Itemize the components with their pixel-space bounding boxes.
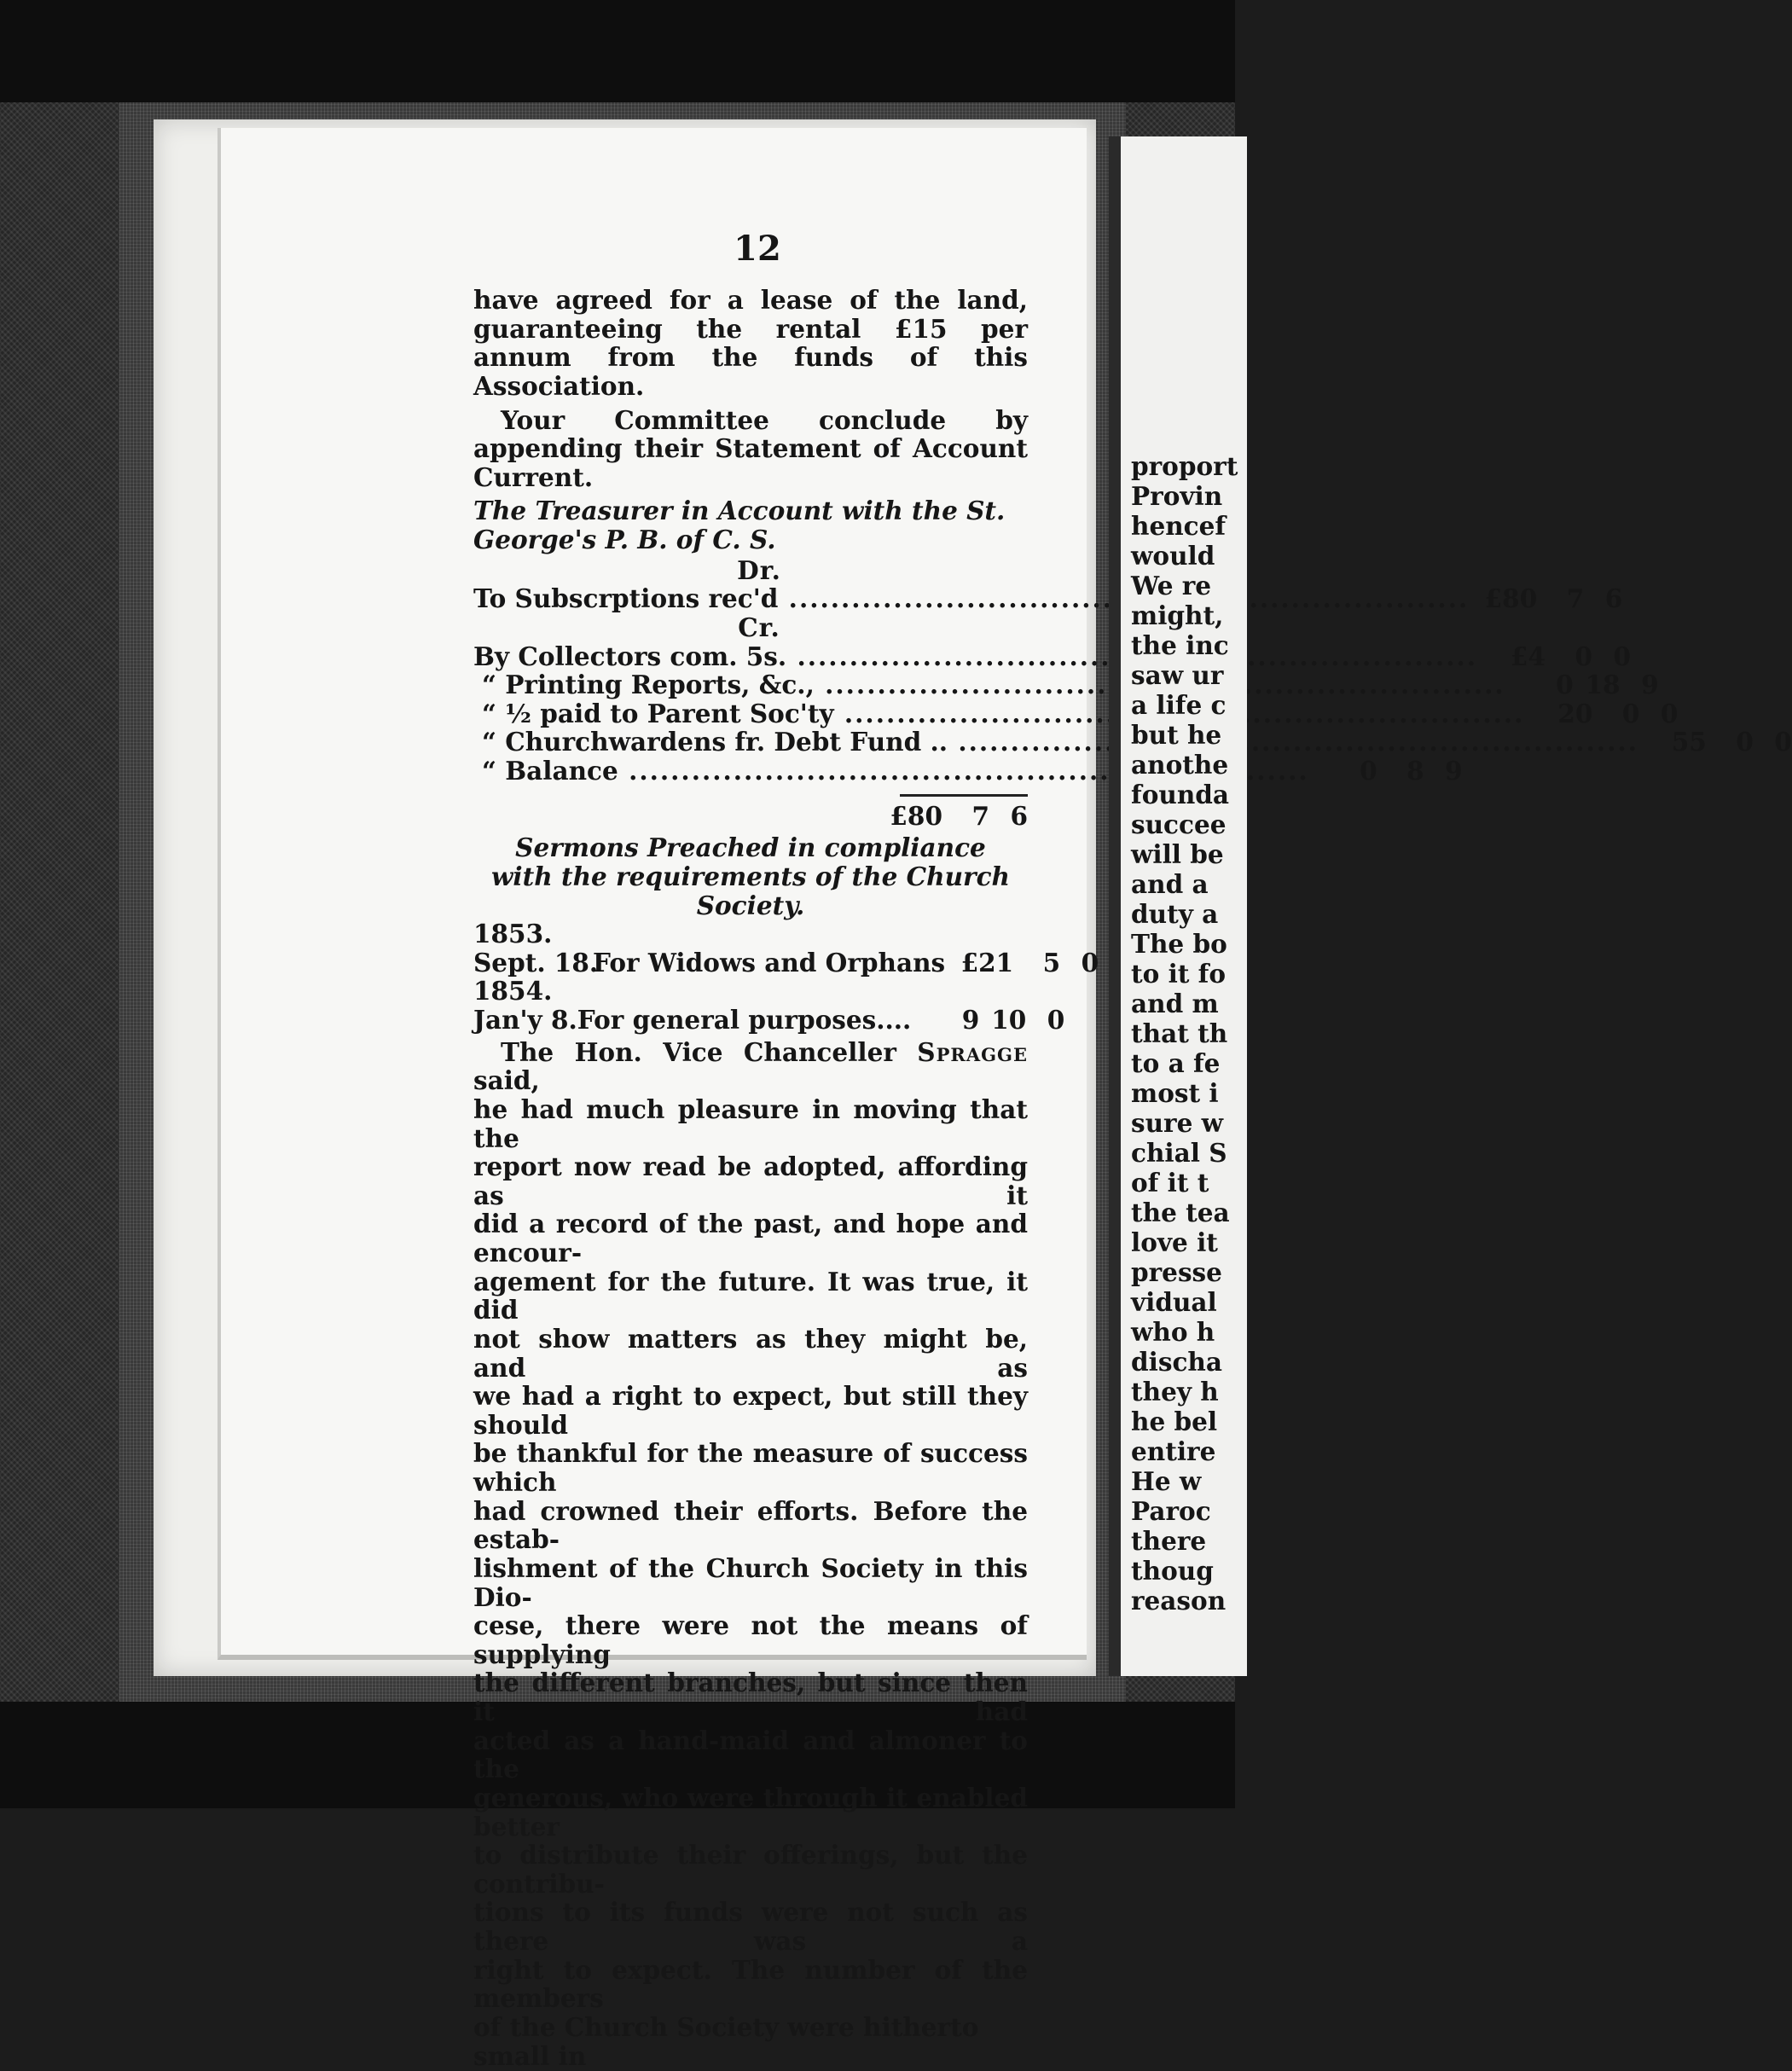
right-page-line: and a <box>1131 869 1209 899</box>
sermon-amount <box>911 1006 1064 1035</box>
sermon-date: Jan'y 8. <box>473 1005 577 1035</box>
right-page-line: who h <box>1131 1317 1215 1347</box>
account-description: “ ½ paid to Parent Soc'ty ..... <box>482 699 1524 728</box>
right-page-line: love it <box>1131 1227 1218 1257</box>
right-page-line: chial S <box>1131 1138 1227 1168</box>
page-number: 12 <box>734 229 781 269</box>
right-page-text <box>1131 452 1302 1616</box>
right-page-line: of it t <box>1131 1168 1209 1198</box>
amount-shillings: 0 <box>1621 698 1640 728</box>
amount-pence: 9 <box>1641 670 1659 700</box>
right-page-line: would <box>1131 541 1215 571</box>
right-page-line: reason <box>1131 1586 1227 1616</box>
amount-pounds: 9 <box>961 1005 980 1035</box>
total-pence: 6 <box>1010 800 1028 831</box>
total-pounds: £80 <box>890 800 942 831</box>
right-page-line: Paroc <box>1131 1496 1211 1526</box>
total-shillings: 7 <box>971 800 989 831</box>
debit-label: Dr. <box>737 554 781 585</box>
right-page-line: might, <box>1131 600 1224 630</box>
sermon-year: 1854. <box>473 976 553 1006</box>
account-amount <box>1524 699 1678 728</box>
amount-pounds: 0 <box>1556 670 1574 700</box>
right-page-line: the tea <box>1131 1198 1230 1227</box>
account-amount <box>1477 642 1631 671</box>
right-page-line: but he <box>1131 720 1222 750</box>
speech-line: acted as a hand-maid and almoner to the <box>473 1725 1028 1784</box>
right-page-line: founda <box>1131 780 1230 809</box>
sermon-date: Sept. 18. <box>473 947 599 977</box>
account-description: “ Churchwardens fr. Debt Fund .. ..... <box>482 728 1638 757</box>
account-amount <box>1309 757 1463 786</box>
credit-label: Cr. <box>738 612 780 642</box>
speaker-name: Spragge <box>917 1036 1028 1067</box>
right-page-line: thoug <box>1131 1556 1214 1586</box>
amount-pence: 9 <box>1445 756 1463 786</box>
speech-first-line <box>473 1038 1028 1095</box>
speech-line: had crowned their efforts. Before the estab- <box>473 1495 1028 1555</box>
opening-paragraph: have agreed for a lease of the land, guaranteeing the rental £15 per annum from the funds of this Association. <box>473 285 1028 401</box>
right-page-line: and m <box>1131 989 1219 1018</box>
amount-shillings: 8 <box>1406 756 1424 786</box>
speech-body <box>473 1095 1028 2070</box>
account-amount <box>1469 584 1622 613</box>
right-page-line: duty a <box>1131 899 1219 929</box>
sermon-rows <box>473 919 1099 1035</box>
right-page-line: he bel <box>1131 1407 1218 1436</box>
right-page-line: succee <box>1131 809 1227 839</box>
speech-line: of the Church Society were hitherto small in <box>473 2011 979 2071</box>
total-row <box>473 802 1028 831</box>
right-page-line: presse <box>1131 1257 1222 1287</box>
right-page-line: Provin <box>1131 481 1223 511</box>
amount-pounds: £4 <box>1510 641 1546 671</box>
speech-line: the different branches, but since then it had <box>473 1668 1028 1726</box>
amount-shillings: 7 <box>1566 583 1585 614</box>
speech-intro: The Hon. Vice Chanceller <box>501 1036 896 1067</box>
amount-shillings: 0 <box>1736 727 1754 757</box>
account-description: “ Printing Reports, &c., ..... <box>482 670 1505 699</box>
sermon-purpose: For general purposes.... <box>577 1005 912 1035</box>
scan-top-margin <box>0 0 1235 102</box>
sermon-amount <box>945 948 1099 977</box>
right-page-line: most i <box>1131 1078 1219 1108</box>
speech-line: to distribute their offerings, but the contribu- <box>473 1840 1028 1899</box>
right-page-line: to it fo <box>1131 959 1227 989</box>
account-description: By Collectors com. 5s. ..... <box>473 642 1477 671</box>
right-page-line: will be <box>1131 839 1224 869</box>
amount-shillings: 0 <box>1575 641 1593 671</box>
right-page-line: the inc <box>1131 630 1229 660</box>
speech-line: generous, who were through it enabled better <box>473 1782 1028 1842</box>
amount-pounds: 55 <box>1671 727 1707 757</box>
sermons-heading: Sermons Preached in compliance with the requirements of the Church Society. <box>491 832 1010 920</box>
right-page-line: The bo <box>1131 929 1227 959</box>
amount-shillings: 5 <box>1042 947 1061 977</box>
amount-shillings: 18 <box>1585 670 1621 700</box>
total-rule <box>900 794 1028 797</box>
amount-pence: 0 <box>1613 641 1632 671</box>
account-amount <box>1638 728 1792 757</box>
committee-paragraph: Your Committee conclude by appending their Statement of Account Current. <box>473 404 1028 492</box>
speech-line: he had much pleasure in moving that the <box>473 1094 1028 1153</box>
amount-pounds: 20 <box>1557 698 1593 728</box>
amount-pence: 0 <box>1081 947 1099 977</box>
right-page-line: sure w <box>1131 1108 1224 1138</box>
speech-line: did a record of the past, and hope and encour- <box>473 1209 1028 1268</box>
right-page-line: We re <box>1131 571 1212 600</box>
right-page-line: hencef <box>1131 511 1227 541</box>
right-page-line: that th <box>1131 1018 1228 1048</box>
amount-pounds: £21 <box>960 947 1014 977</box>
right-page-line: vidual <box>1131 1287 1217 1317</box>
speech-line: cese, there were not the means of supplying <box>473 1610 1028 1669</box>
account-description: To Subscrptions rec'd ..... <box>473 584 1469 613</box>
right-page-line: anothe <box>1131 750 1229 780</box>
speech-line: tions to its funds were not such as there was a <box>473 1897 1028 1956</box>
amount-pounds: £80 <box>1484 583 1538 614</box>
right-page-line: He w <box>1131 1466 1202 1496</box>
speech-line: not show matters as they might be, and as <box>473 1323 1028 1383</box>
speech-line: lishment of the Church Society in this Dio- <box>473 1552 1028 1612</box>
sermon-row <box>473 1005 1065 1035</box>
right-page-line: there <box>1131 1526 1207 1556</box>
sermon-row <box>473 947 1099 977</box>
speech-line-0: said, <box>473 1065 540 1096</box>
amount-pence: 6 <box>1604 583 1623 614</box>
right-page <box>1109 136 1247 1676</box>
sermon-purpose: For Widows and Orphans <box>593 947 946 977</box>
amount-shillings: 10 <box>991 1005 1027 1035</box>
right-page-line: entire <box>1131 1436 1216 1466</box>
amount-pence: 0 <box>1660 698 1679 728</box>
right-page-line: a life c <box>1131 690 1227 720</box>
speech-line: agement for the future. It was true, it did <box>473 1266 1028 1326</box>
account-description: “ Balance ..... <box>482 757 1309 786</box>
amount-pounds: 0 <box>1360 756 1377 786</box>
speech-line: report now read be adopted, affording as it <box>473 1152 1028 1210</box>
speech-line: be thankful for the measure of success which <box>473 1438 1028 1497</box>
amount-pence: 0 <box>1047 1005 1065 1035</box>
right-page-line: to a fe <box>1131 1048 1221 1078</box>
account-amount <box>1505 670 1659 699</box>
right-page-line: saw ur <box>1131 660 1224 690</box>
right-page-line: discha <box>1131 1347 1222 1377</box>
right-page-line: they h <box>1131 1377 1219 1407</box>
sermon-year: 1853. <box>473 919 553 949</box>
amount-pence: 0 <box>1774 727 1792 757</box>
right-page-line: proport <box>1131 451 1238 481</box>
speech-line: we had a right to expect, but still they should <box>473 1381 1028 1440</box>
speech-line: right to expect. The number of the members <box>473 1954 1028 2014</box>
account-heading: The Treasurer in Account with the St. George's P. B. of C. S. <box>473 496 1006 554</box>
